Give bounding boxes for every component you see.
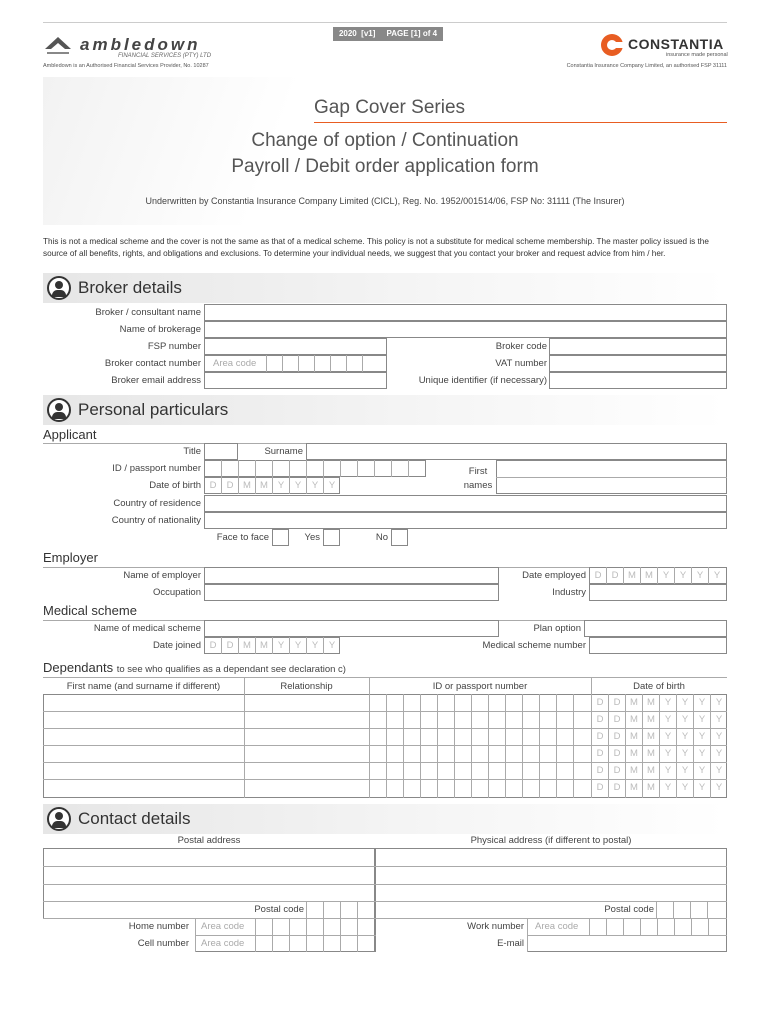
- dep-dob-placeholder: M: [647, 782, 655, 793]
- series-title: Gap Cover Series: [314, 97, 466, 118]
- left-brand: ambledown: [80, 35, 201, 54]
- residence-label: Country of residence: [113, 498, 201, 509]
- face-to-face-label: Face to face: [216, 532, 269, 543]
- employer-heading: Employer: [43, 550, 98, 565]
- dep-dob-placeholder: D: [613, 748, 621, 759]
- dep-dob-placeholder: Y: [698, 748, 706, 759]
- cell-number-label: Cell number: [137, 938, 189, 949]
- dep-dob-placeholder: Y: [681, 731, 689, 742]
- surname-field[interactable]: [306, 443, 727, 460]
- physical-address-label: Physical address (if different to postal): [470, 835, 632, 846]
- dep-dob-placeholder: M: [630, 731, 638, 742]
- version-badge: 2020 [v1] PAGE [1] of 4: [333, 27, 443, 41]
- left-fsp: Ambledown is an Authorised Financial Services Provider, No. 10287: [43, 63, 209, 69]
- plan-field[interactable]: [584, 620, 727, 637]
- brokerage-label: Name of brokerage: [119, 324, 201, 335]
- vat-label: VAT number: [495, 358, 547, 369]
- broker-title: Broker details: [78, 278, 182, 297]
- underwritten-text: Underwritten by Constantia Insurance Company Limited (CICL), Reg. No. 1952/001514/06, FSP No: 31111 (The Insurer): [145, 196, 625, 206]
- dep-dob-placeholder: Y: [715, 765, 723, 776]
- broker-name-field[interactable]: [204, 304, 727, 321]
- face-yes-box[interactable]: [272, 529, 289, 546]
- dep-dob-placeholder: Y: [698, 714, 706, 725]
- dep-dob-placeholder: D: [613, 782, 621, 793]
- unique-id-label: Unique identifier (if necessary): [418, 375, 547, 386]
- disclaimer: This is not a medical scheme and the cover is not the same as that of a medical scheme. This policy is not a substitute for medical scheme membership. The master policy issued is the source of all benefits, rights, and obligations and exclusions. To determine your individual needs, we suggest that you contact your broker and request advice from him / her.: [43, 237, 709, 258]
- personal-section-header: [43, 395, 727, 425]
- dep-dob-placeholder: D: [613, 731, 621, 742]
- date-joined-label: Date joined: [152, 640, 201, 651]
- dependants-title: Dependants: [43, 660, 114, 675]
- broker-name-label: Broker / consultant name: [95, 307, 201, 318]
- person-icon: [47, 807, 71, 831]
- dep-dob-placeholder: Y: [698, 782, 706, 793]
- dep-dob-placeholder: Y: [681, 765, 689, 776]
- dep-dob-placeholder: D: [596, 731, 604, 742]
- dep-dob-placeholder: D: [596, 697, 604, 708]
- series-rule: [314, 122, 727, 123]
- contact-section-header: [43, 804, 727, 834]
- fsp-field[interactable]: [204, 338, 387, 355]
- person-icon: [47, 276, 71, 300]
- dep-dob-placeholder: Y: [664, 714, 672, 725]
- title-field[interactable]: [204, 443, 238, 460]
- employer-label: Name of employer: [123, 570, 201, 581]
- work-number-label: Work number: [467, 921, 524, 932]
- dep-dob-placeholder: Y: [664, 748, 672, 759]
- scheme-name-field[interactable]: [204, 620, 499, 637]
- employer-field[interactable]: [204, 567, 499, 584]
- vat-field[interactable]: [549, 355, 727, 372]
- right-tagline: insurance made personal: [666, 52, 728, 58]
- dep-dob-placeholder: M: [630, 748, 638, 759]
- broker-section-header: [43, 273, 727, 303]
- work-area-code-hint: Area code: [535, 921, 579, 932]
- cell-area-code-hint: Area code: [201, 938, 245, 949]
- nationality-field[interactable]: [204, 512, 727, 529]
- scheme-name-label: Name of medical scheme: [93, 623, 201, 634]
- brokerage-field[interactable]: [204, 321, 727, 338]
- top-rule: [43, 22, 727, 23]
- id-label: ID / passport number: [112, 463, 201, 474]
- dep-dob-placeholder: M: [647, 765, 655, 776]
- dep-dob-placeholder: M: [647, 731, 655, 742]
- home-area-code-hint: Area code: [201, 921, 245, 932]
- dob-label: Date of birth: [149, 480, 201, 491]
- no-label: No: [375, 532, 388, 543]
- face-no-check[interactable]: [391, 529, 408, 546]
- postal-code-label: Postal code: [254, 904, 304, 915]
- date-employed-label: Date employed: [522, 570, 586, 581]
- unique-id-field[interactable]: [549, 372, 727, 389]
- occupation-label: Occupation: [152, 587, 201, 598]
- dep-dob-placeholder: Y: [681, 748, 689, 759]
- dep-dob-placeholder: Y: [681, 714, 689, 725]
- dep-dob-placeholder: D: [613, 714, 621, 725]
- yes-label: Yes: [304, 532, 320, 543]
- dep-dob-placeholder: Y: [664, 782, 672, 793]
- broker-code-field[interactable]: [549, 338, 727, 355]
- dep-col-name: First name (and surname if different): [66, 681, 221, 692]
- title-line2: Payroll / Debit order application form: [231, 156, 539, 177]
- home-number-label: Home number: [128, 921, 189, 932]
- dep-dob-placeholder: M: [647, 697, 655, 708]
- dep-dob-placeholder: M: [647, 714, 655, 725]
- contact-title: Contact details: [78, 809, 191, 828]
- nationality-label: Country of nationality: [111, 515, 201, 526]
- dep-dob-placeholder: Y: [698, 697, 706, 708]
- dep-dob-placeholder: D: [596, 765, 604, 776]
- dependants-note: to see who qualifies as a dependant see declaration c): [116, 664, 346, 675]
- personal-title: Personal particulars: [78, 400, 229, 419]
- industry-label: Industry: [552, 587, 586, 598]
- ambledown-logo: [43, 33, 73, 57]
- dep-dob-placeholder: M: [630, 697, 638, 708]
- dep-col-dob: Date of birth: [633, 681, 685, 692]
- dep-dob-placeholder: M: [630, 714, 638, 725]
- dep-col-id: ID or passport number: [432, 681, 528, 692]
- dep-dob-placeholder: Y: [664, 731, 672, 742]
- dep-dob-placeholder: M: [630, 782, 638, 793]
- broker-area-code-hint: Area code: [213, 358, 257, 369]
- title-label: Title: [183, 446, 201, 457]
- fsp-label: FSP number: [147, 341, 201, 352]
- dep-dob-placeholder: M: [647, 748, 655, 759]
- broker-email-field[interactable]: [204, 372, 387, 389]
- scheme-number-field[interactable]: [589, 637, 727, 654]
- left-sub: FINANCIAL SERVICES (PTY) LTD: [118, 53, 212, 59]
- dep-dob-placeholder: Y: [715, 782, 723, 793]
- dep-dob-placeholder: D: [596, 748, 604, 759]
- dep-dob-placeholder: Y: [681, 782, 689, 793]
- right-fsp: Constantia Insurance Company Limited, an authorised FSP 31111: [566, 63, 727, 69]
- applicant-heading: Applicant: [43, 427, 97, 442]
- title-line1: Change of option / Continuation: [251, 130, 519, 151]
- dependants-heading: [43, 660, 346, 675]
- industry-field[interactable]: [589, 584, 727, 601]
- dep-dob-placeholder: Y: [715, 714, 723, 725]
- dep-dob-placeholder: D: [613, 697, 621, 708]
- contact-label: Broker contact number: [104, 358, 201, 369]
- physical-postal-code-label: Postal code: [604, 904, 654, 915]
- dep-dob-placeholder: M: [630, 765, 638, 776]
- occupation-field[interactable]: [204, 584, 499, 601]
- residence-field[interactable]: [204, 495, 727, 512]
- postal-address-label: Postal address: [177, 835, 241, 846]
- dep-dob-placeholder: Y: [698, 765, 706, 776]
- dep-dob-placeholder: Y: [681, 697, 689, 708]
- constantia-logo: [600, 33, 624, 57]
- dep-dob-placeholder: D: [596, 782, 604, 793]
- first-names-label: First names: [463, 466, 493, 491]
- right-brand: CONSTANTIA: [628, 36, 724, 52]
- dep-dob-placeholder: D: [613, 765, 621, 776]
- person-icon: [47, 398, 71, 422]
- dep-dob-placeholder: Y: [715, 748, 723, 759]
- dep-dob-placeholder: Y: [664, 765, 672, 776]
- medical-heading: Medical scheme: [43, 603, 137, 618]
- surname-label: Surname: [264, 446, 303, 457]
- email-label: E-mail: [497, 938, 524, 949]
- dep-dob-placeholder: Y: [715, 731, 723, 742]
- dep-dob-placeholder: Y: [664, 697, 672, 708]
- face-yes-check[interactable]: [323, 529, 340, 546]
- dep-dob-placeholder: Y: [715, 697, 723, 708]
- broker-email-label: Broker email address: [111, 375, 201, 386]
- dep-dob-placeholder: Y: [698, 731, 706, 742]
- broker-code-label: Broker code: [495, 341, 547, 352]
- plan-label: Plan option: [533, 623, 581, 634]
- dep-col-relationship: Relationship: [280, 681, 333, 692]
- dep-dob-placeholder: D: [596, 714, 604, 725]
- scheme-number-label: Medical scheme number: [482, 640, 586, 651]
